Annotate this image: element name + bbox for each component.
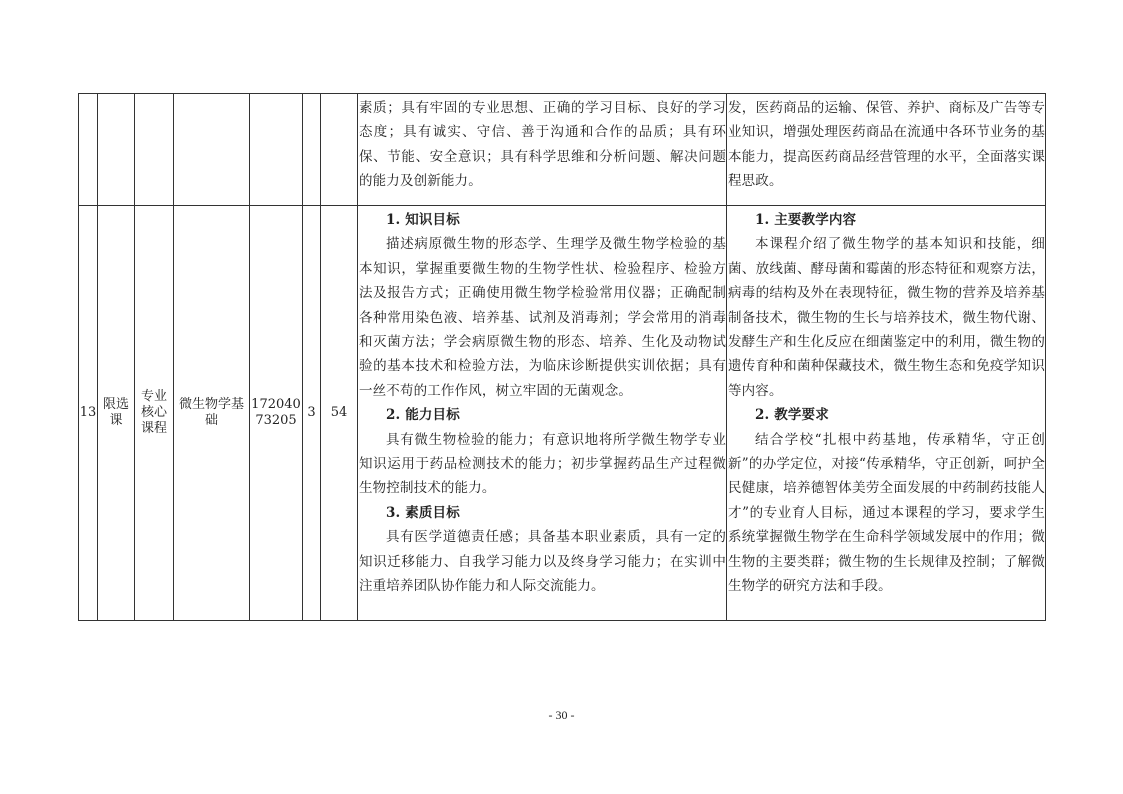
row-index: 13 (79, 206, 98, 621)
ability-goal-text: 具有微生物检验的能力；有意识地将所学微生物学专业知识运用于药品检测技术的能力；初步掌握药品生产过程微生物控制技术的能力。 (359, 431, 726, 497)
course-code: 17204073205 (250, 206, 303, 621)
objectives-cell-continued (358, 94, 727, 206)
cell-empty (303, 94, 321, 206)
objectives-cell (358, 206, 727, 621)
teaching-requirements-heading: 2. 教学要求 (755, 407, 829, 424)
cell-empty (321, 94, 358, 206)
content-text-continued: 发，医药商品的运输、保管、养护、商标及广告等专业知识，增强处理医药商品在流通中各环节业务的基本能力，提高医药商品经营管理的水平，全面落实课程思政。 (728, 100, 1045, 190)
quality-goal-text: 具有医学道德责任感；具备基本职业素质，具有一定的知识迁移能力、自我学习能力以及终身学习能力；在实训中注重培养团队协作能力和人际交流能力。 (359, 529, 726, 595)
objectives-text-continued: 素质；具有牢固的专业思想、正确的学习目标、良好的学习态度；具有诚实、守信、善于沟通和合作的品质；具有环保、节能、安全意识；具有科学思维和分析问题、解决问题的能力及创新能力。 (359, 100, 726, 190)
cell-empty (250, 94, 303, 206)
course-category: 限选课 (98, 206, 135, 621)
course-credits: 3 (303, 206, 321, 621)
course-hours: 54 (321, 206, 358, 621)
main-content-heading: 1. 主要教学内容 (755, 212, 857, 228)
knowledge-goal-text: 描述病原微生物的形态学、生理学及微生物学检验的基本知识，掌握重要微生物的生物学性状、检验程序、检验方法及报告方式；正确使用微生物学检验常用仪器；正确配制各种常用染色液、培养基、试剂及消毒剂；学会常用的消毒和灭菌方法；学会病原微生物的形态、培养、生化及动物试验的基本技术和检验方法，为临床诊断提供实训依据；具有一丝不苟的工作作风，树立牢固的无菌观念。 (359, 236, 726, 399)
cell-empty (135, 94, 174, 206)
main-content-text: 本课程介绍了微生物学的基本知识和技能，细菌、放线菌、酵母菌和霉菌的形态特征和观察方法，病毒的结构及外在表现特征，微生物的营养及培养基制备技术，微生物的生长与培养技术，微生物代谢、发酵生产和生化反应在细菌鉴定中的利用，微生物的遗传育种和菌种保藏技术，微生物生态和免疫学知识等内容。 (728, 236, 1045, 399)
table-row-13 (79, 206, 1046, 621)
cell-empty (98, 94, 135, 206)
quality-goal-heading: 3. 素质目标 (386, 504, 460, 521)
teaching-requirements-text: 结合学校“扎根中药基地，传承精华，守正创新”的办学定位，对接“传承精华，守正创新，呵护全民健康，培养德智体美劳全面发展的中药制药技能人才”的专业育人目标，通过本课程的学习，要求学生系统掌握微生物学在生命科学领域发展中的作用；微生物的主要类群；微生物的生长规律及控制；了解微生物学的研究方法和手段。 (728, 431, 1045, 595)
content-cell (727, 206, 1046, 621)
ability-goal-heading: 2. 能力目标 (386, 407, 460, 424)
knowledge-goal-heading: 1. 知识目标 (386, 212, 460, 228)
cell-empty (174, 94, 250, 206)
course-table (78, 93, 1046, 621)
page-number: - 30 - (548, 708, 575, 722)
course-type: 专业核心课程 (135, 206, 174, 621)
course-name: 微生物学基础 (174, 206, 250, 621)
cell-empty (79, 94, 98, 206)
content-cell-continued (727, 94, 1046, 206)
table-row-continued (79, 94, 1046, 206)
